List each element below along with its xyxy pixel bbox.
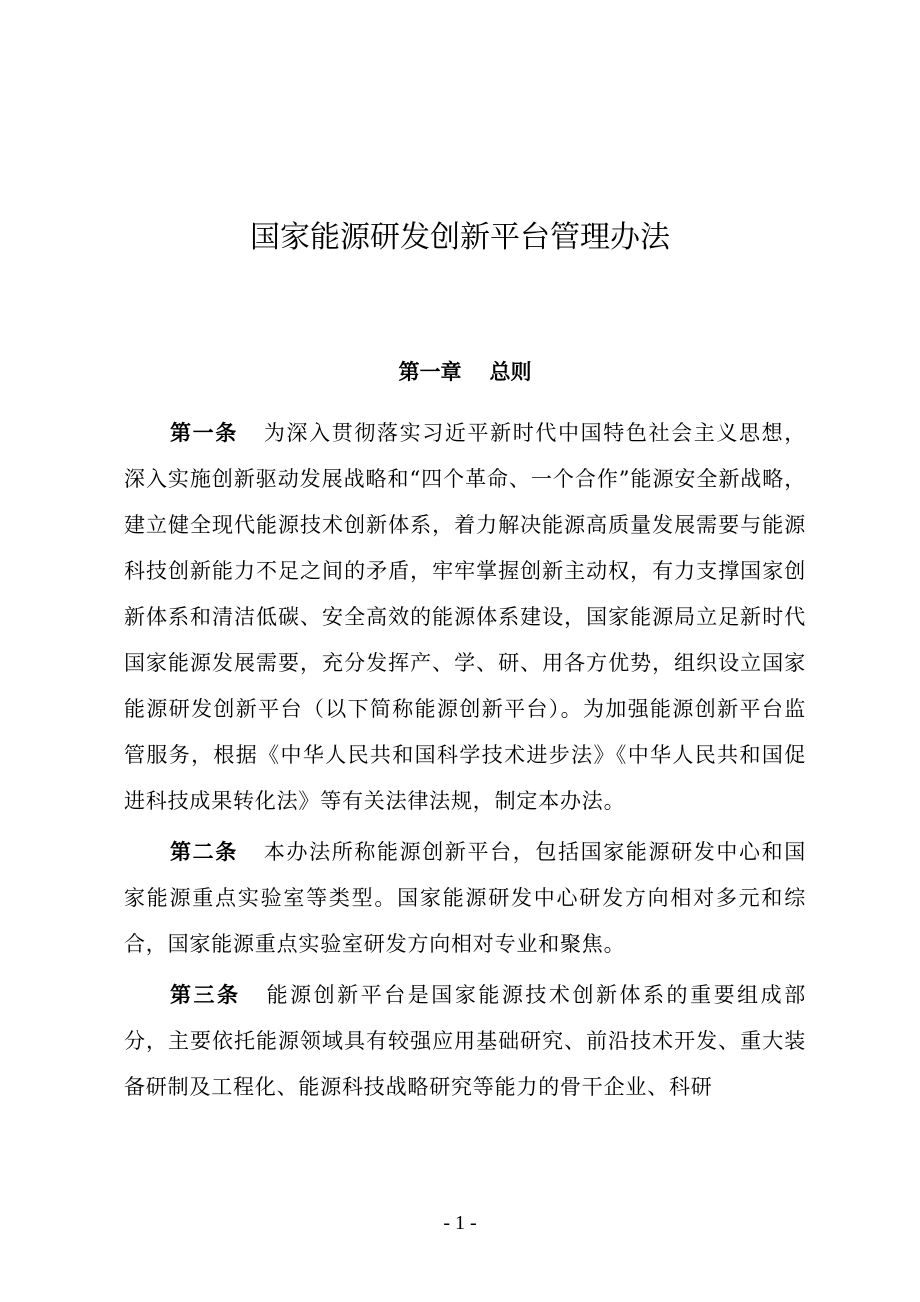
article-1 xyxy=(124,410,806,824)
article-2 xyxy=(124,829,806,967)
page-number: - 1 - xyxy=(443,1212,477,1234)
article-2-text: 本办法所称能源创新平台，包括国家能源研发中心和国家能源重点实验室等类型。国家能源研发中心研发方向相对多元和综合，国家能源重点实验室研发方向相对专业和聚焦。 xyxy=(124,840,806,956)
article-2-label: 第二条 xyxy=(170,840,238,864)
article-3-label: 第三条 xyxy=(170,983,241,1007)
article-1-text: 为深入贯彻落实习近平新时代中国特色社会主义思想，深入实施创新驱动发展战略和“四个革命、一个合作”能源安全新战略，建立健全现代能源技术创新体系，着力解决能源高质量发展需要与能源科技创新能力不足之间的矛盾，牢牢掌握创新主动权，有力支撑国家创新体系和清洁低碳、安全高效的能源体系建设，国家能源局立足新时代国家能源发展需要，充分发挥产、学、研、用各方优势，组织设立国家能源研发创新平台（以下简称能源创新平台）。为加强能源创新平台监管服务，根据《中华人民共和国科学技术进步法》《中华人民共和国促进科技成果转化法》等有关法律法规，制定本办法。 xyxy=(124,421,806,813)
chapter-heading xyxy=(0,352,920,392)
article-1-label: 第一条 xyxy=(170,421,238,445)
document-body xyxy=(124,410,806,1110)
chapter-number: 第一章 xyxy=(398,360,462,384)
document-title: 国家能源研发创新平台管理办法 xyxy=(250,220,670,255)
article-3 xyxy=(124,972,806,1110)
chapter-name: 总则 xyxy=(489,360,532,384)
article-3-text: 能源创新平台是国家能源技术创新体系的重要组成部分，主要依托能源领域具有较强应用基础研究、前沿技术开发、重大装备研制及工程化、能源科技战略研究等能力的骨干企业、科研 xyxy=(124,983,806,1099)
